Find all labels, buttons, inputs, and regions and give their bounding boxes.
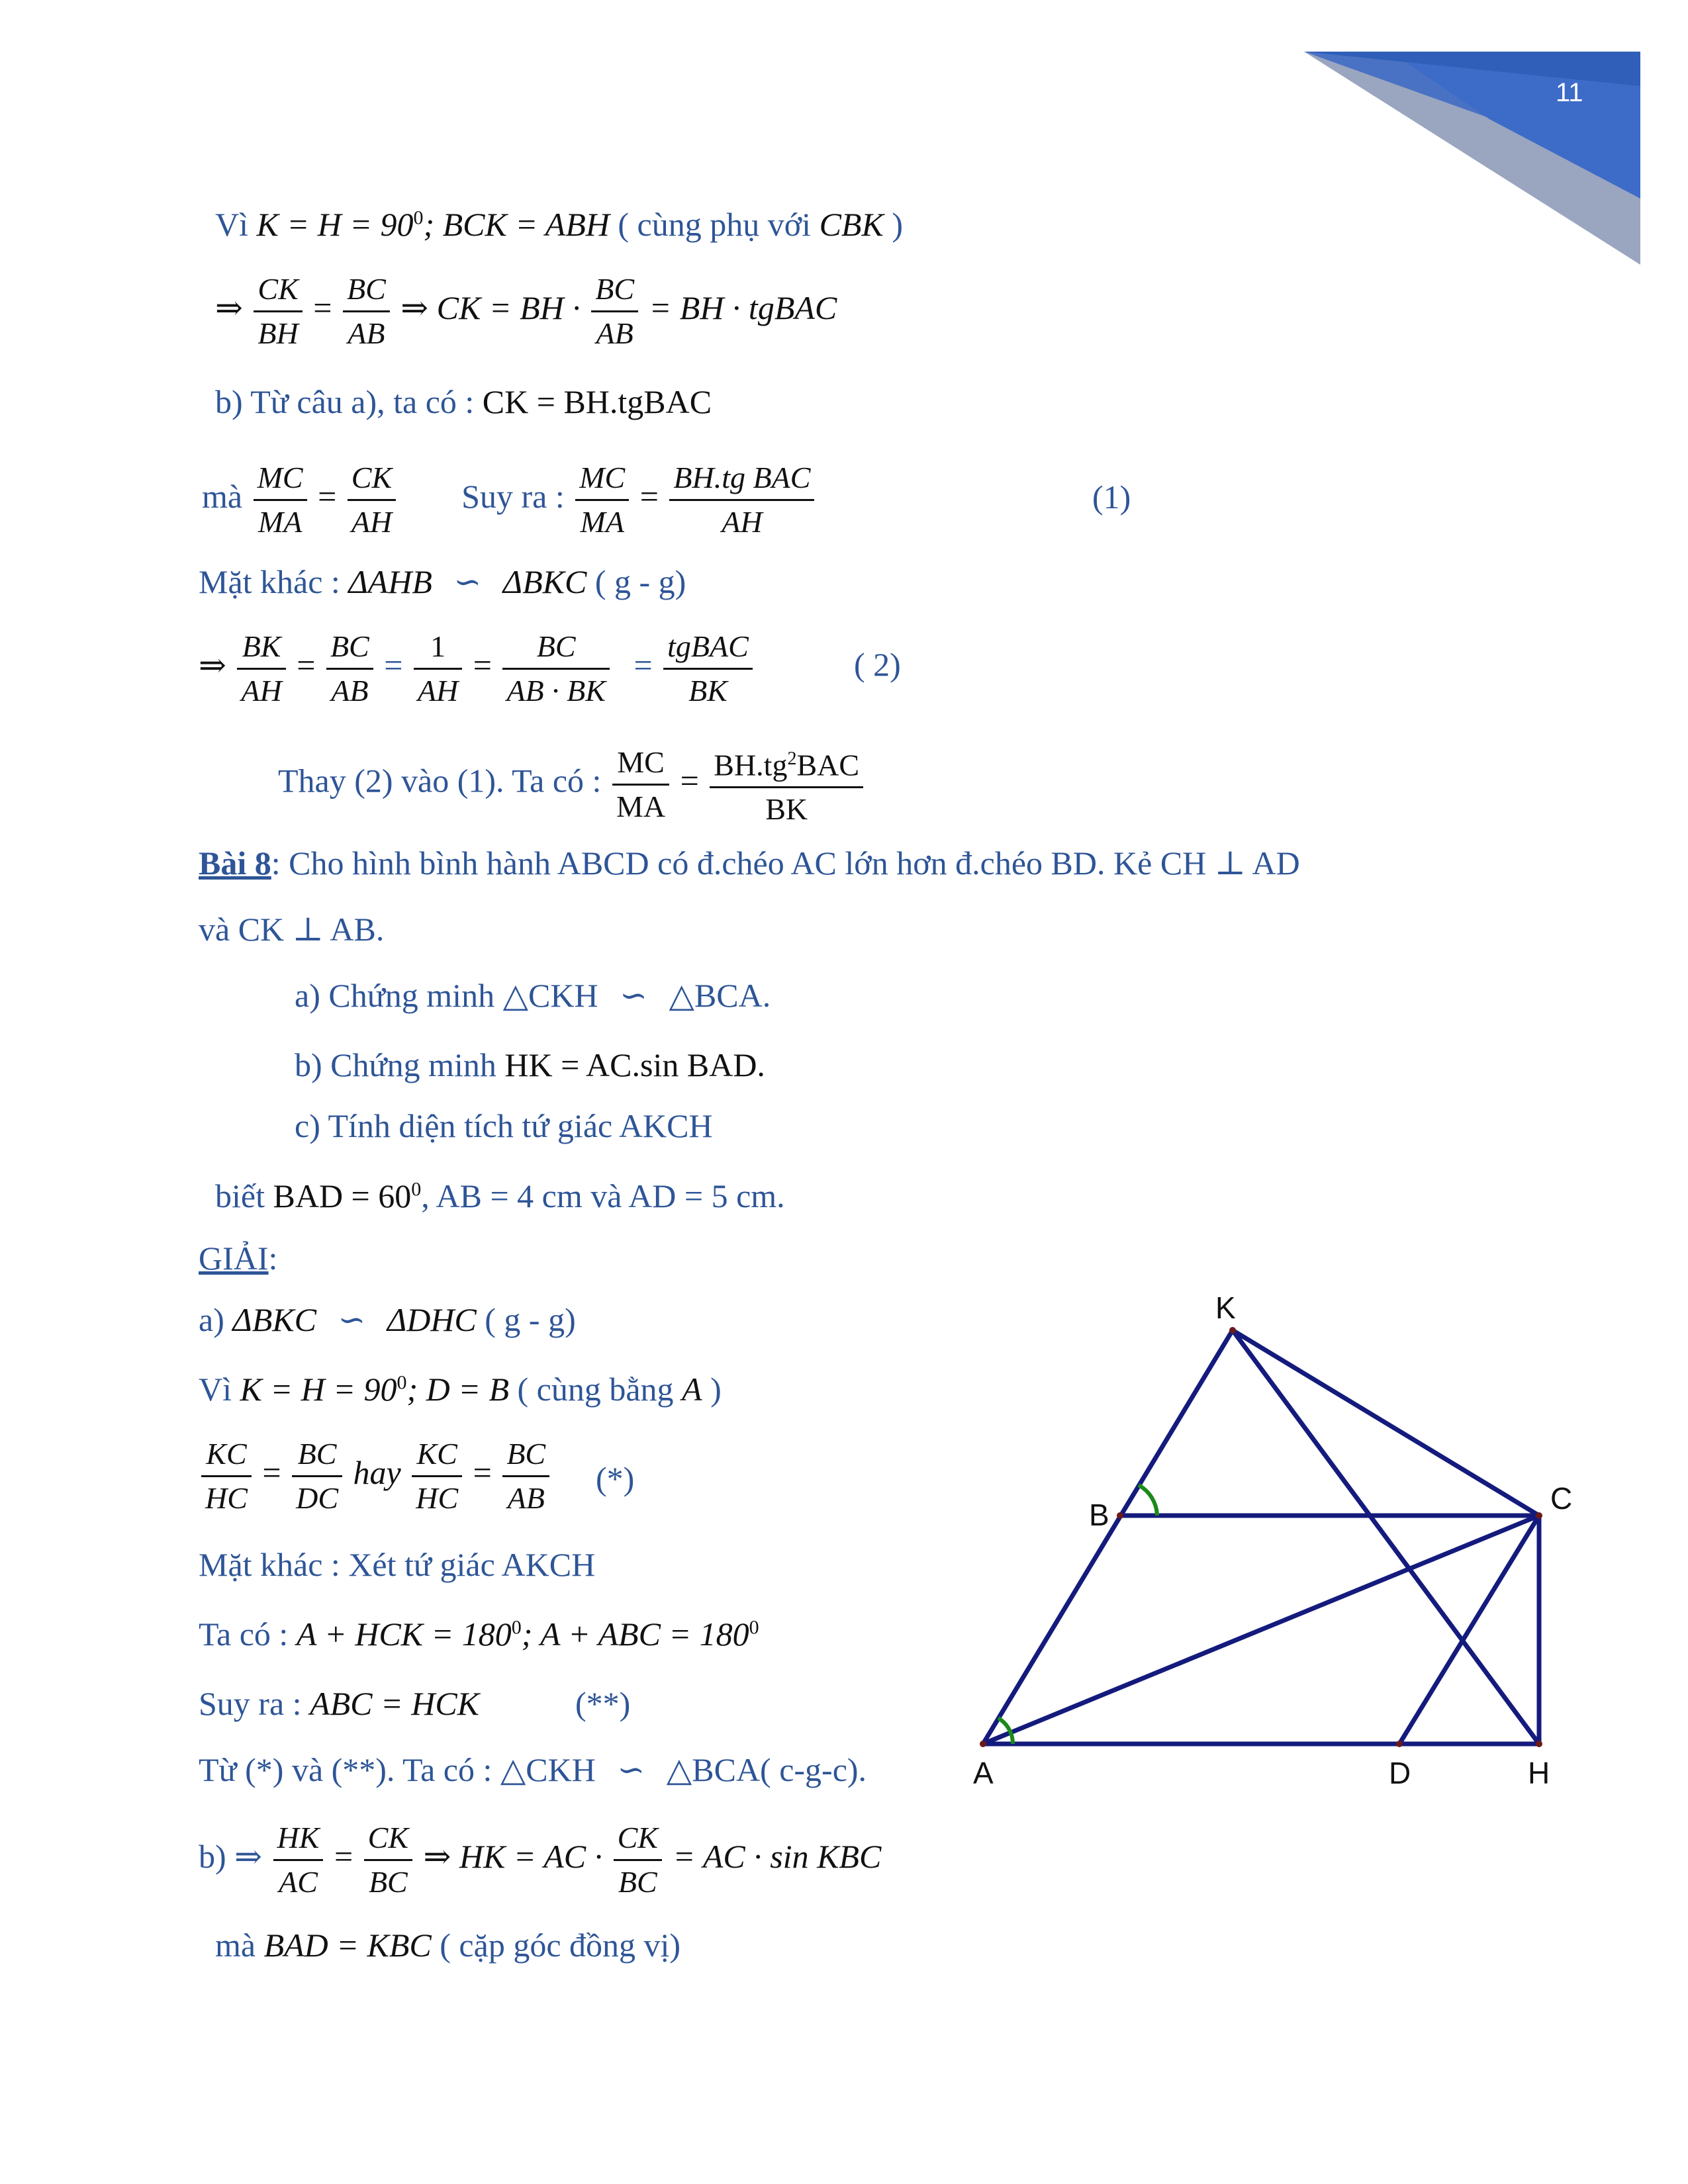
line-vi-1: Vì $K = H = 90^0$; BCK = ABH ( cùng phụ với CBK ) [215,206,903,243]
solution-a-line2: Vì $K = H = 90^0$; D = B ( cùng bằng A ) [199,1371,722,1408]
tag-star: (*) [596,1460,635,1497]
segment-KC [1233,1330,1539,1516]
label-A: A [973,1756,994,1790]
segment-AK [983,1330,1233,1744]
corner-decoration [1291,0,1688,278]
solution-mat-khac: Mặt khác : Xét tứ giác AKCH [199,1546,596,1583]
tag-2: ( 2) [854,646,901,683]
bai8-question-c: c) Tính diện tích tứ giác AKCH [295,1107,713,1144]
line-mc-ma: mà $\frac{MC}{MA}$ = $\frac{CK}{AH}$ Suy ra : $\frac{MC}{MA}$ = $\frac{\text{BH.tg BAC}}{AH}$ [202,457,817,543]
solution-b: b) ⇒ $\frac{HK}{AC}$ = $\frac{CK}{BC}$ ⇒ HK = AC · $\frac{CK}{BC}$ = AC · sin KBC [199,1817,881,1903]
solution-suyra: Suy ra : ABC = HCK (**) [199,1685,631,1722]
line-ratio-chain-1: ⇒ $\frac{CK}{BH}$ = $\frac{BC}{AB}$ ⇒ CK = BH · $\frac{BC}{AB}$ = BH · tgBAC [215,268,837,355]
label-B: B [1089,1498,1109,1532]
segment-KH [1233,1330,1539,1744]
label-C: C [1550,1481,1573,1516]
page-number: 11 [1556,78,1583,107]
solution-ma: mà BAD = KBC ( cặp góc đồng vị) [215,1927,681,1964]
figure-lines [983,1330,1539,1744]
angle-mark-B [1139,1485,1157,1516]
solution-a-ratio: $\frac{KC}{HC}$ = $\frac{BC}{DC}$ hay $\frac{KC}{HC}$ = $\frac{BC}{AB}$ [199,1433,552,1520]
bai8-given: biết BAD = $60^0$, AB = 4 cm và AD = 5 cm. [215,1177,785,1214]
bai8-question-a: a) Chứng minh △CKH ∽ △BCA. [295,977,771,1014]
label-H: H [1528,1756,1550,1790]
line-thay: Thay (2) vào (1). Ta có : $\frac{MC}{MA}$ = $\frac{BH.tg^2BAC}{BK}$ [278,738,866,831]
bai8-statement-2: và CK ⊥ AB. [199,911,385,948]
solution-a-line1: a) ΔBKC ∽ ΔDHC ( g - g) [199,1301,576,1338]
line-mat-khac-1: Mặt khác : ΔAHB ∽ ΔBKC ( g - g) [199,563,686,600]
geometry-figure [947,1271,1595,1800]
line-ratio-chain-2: ⇒ $\frac{BK}{AH}$ = $\frac{BC}{AB}$ = $\frac{1}{AH}$ = $\frac{BC}{AB \cdot BK}$ = $\frac{\text{tgBAC}}{BK}$ [199,625,755,712]
segment-DC [1399,1516,1539,1744]
angle-mark-A [998,1718,1013,1744]
bai8-question-b: b) Chứng minh HK = AC.sin BAD. [295,1046,765,1083]
bai8-statement-1: Bài 8: Cho hình bình hành ABCD có đ.chéo AC lớn hơn đ.chéo BD. Kẻ CH ⊥ AD [199,844,1300,882]
tag-1: (1) [1092,478,1131,516]
label-D: D [1389,1756,1411,1790]
part-b-intro: b) Từ câu a), ta có : CK = BH.tgBAC [215,383,712,420]
solution-heading: GIẢI: [199,1240,278,1277]
solution-taco: Ta có : A + HCK = $180^0$; A + ABC = $180^0$ [199,1615,759,1653]
solution-tu: Từ (*) và (**). Ta có : △CKH ∽ △BCA( c-g-c). [199,1751,867,1788]
label-K: K [1215,1291,1236,1325]
